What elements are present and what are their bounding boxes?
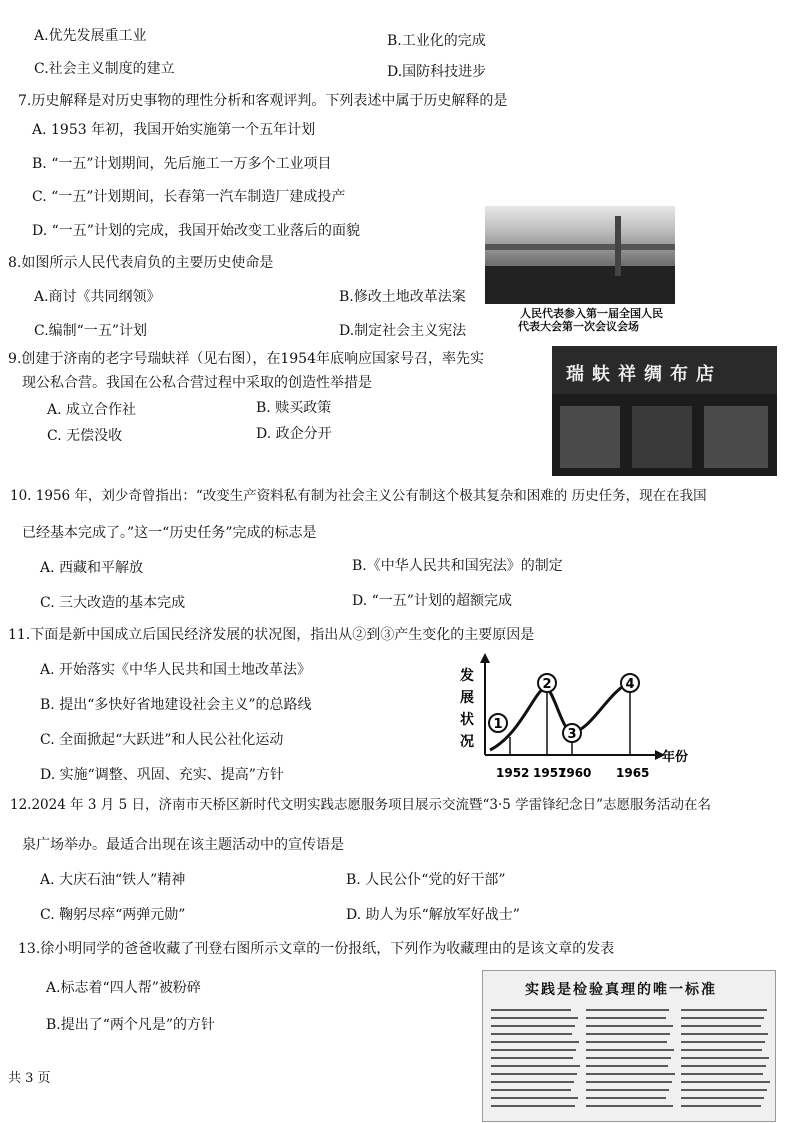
newspaper-text-line xyxy=(586,1081,672,1083)
q10-stem-line2: 已经基本完成了。”这一“历史任务”完成的标志是 xyxy=(22,525,317,541)
newspaper-text-line xyxy=(681,1073,763,1075)
trend-curve xyxy=(490,682,630,750)
newspaper-text-line xyxy=(681,1009,767,1011)
q12-stem-line1: 12.2024 年 3 月 5 日，济南市天桥区新时代文明实践志愿服务项目展示交流暨“3·5 学雷锋纪念日”志愿服务活动在名 xyxy=(10,797,712,813)
q9-option-d: D. 政企分开 xyxy=(256,426,332,442)
q10-option-d: D. “一五”计划的超额完成 xyxy=(352,593,512,609)
newspaper-text-line xyxy=(681,1041,765,1043)
newspaper-text-line xyxy=(681,1097,764,1099)
q10-stem-line1: 10. 1956 年，刘少奇曾指出：“改变生产资料私有制为社会主义公有制这个极其复杂和困难的 历史任务，现在在我国 xyxy=(10,488,707,504)
q9-option-b: B. 赎买政策 xyxy=(256,400,332,416)
newspaper-text-line xyxy=(491,1073,577,1075)
newspaper-text-line xyxy=(586,1025,673,1027)
q13-option-a: A.标志着“四人帮”被粉碎 xyxy=(46,980,201,996)
newspaper-text-line xyxy=(681,1049,762,1051)
newspaper-text-line xyxy=(491,1081,574,1083)
newspaper-text-line xyxy=(586,1073,675,1075)
q10-option-a: A. 西藏和平解放 xyxy=(40,560,144,576)
q13-option-b: B.提出了“两个凡是”的方针 xyxy=(46,1017,216,1033)
q7-option-a: A. 1953 年初，我国开始实施第一个五年计划 xyxy=(32,122,316,138)
x-axis-label: 年份 xyxy=(662,750,689,765)
q11-stem: 11.下面是新中国成立后国民经济发展的状况图，指出从②到③产生变化的主要原因是 xyxy=(8,627,535,643)
page-count: 共 3 页 xyxy=(8,1071,51,1086)
newspaper-text-line xyxy=(491,1033,572,1035)
newspaper-text-line xyxy=(586,1089,669,1091)
newspaper-text-line xyxy=(681,1057,769,1059)
q7-option-d: D. “一五”计划的完成，我国开始改变工业落后的面貌 xyxy=(32,223,360,239)
x-tick-label: 1952 xyxy=(496,766,530,780)
newspaper-text-line xyxy=(491,1041,579,1043)
q13-stem: 13.徐小明同学的爸爸收藏了刊登右图所示文章的一份报纸，下列作为收藏理由的是该文章的发表 xyxy=(18,941,615,957)
x-tick-label: 1957 xyxy=(533,766,567,780)
q7-option-c: C. “一五”计划期间，长春第一汽车制造厂建成投产 xyxy=(32,189,346,205)
newspaper-text-line xyxy=(586,1057,671,1059)
q8-option-c: C.编制“一五”计划 xyxy=(34,323,147,339)
newspaper-text-line xyxy=(491,1065,580,1067)
q6-option-d: D.国防科技进步 xyxy=(387,64,487,80)
x-tick-label: 1965 xyxy=(616,766,650,780)
shop-sign: 瑞蚨祥绸布店 xyxy=(566,364,722,385)
newspaper-text-line xyxy=(586,1105,673,1107)
q12-option-a: A. 大庆石油“铁人”精神 xyxy=(40,872,186,888)
y-axis-label-char: 展 xyxy=(460,690,474,706)
newspaper-text-line xyxy=(681,1089,767,1091)
newspaper-text-line xyxy=(491,1017,578,1019)
point-label: 1 xyxy=(493,717,503,732)
newspaper-text-line xyxy=(681,1033,768,1035)
newspaper-text-line xyxy=(491,1057,573,1059)
y-axis-label xyxy=(459,667,474,750)
newspaper-text-line xyxy=(586,1049,674,1051)
photo-caption-line1: 人民代表参入第一届全国人民 xyxy=(520,307,663,320)
q12-stem-line2: 泉广场举办。最适合出现在该主题活动中的宣传语是 xyxy=(22,837,344,853)
q6-option-b: B.工业化的完成 xyxy=(387,33,486,49)
point-label: 3 xyxy=(567,727,577,742)
congress-hall-photo xyxy=(485,206,675,304)
newspaper-text-line xyxy=(681,1017,764,1019)
point-label: 4 xyxy=(625,677,635,692)
q12-option-c: C. 鞠躬尽瘁“两弹元勋” xyxy=(40,907,186,923)
newspaper-clipping xyxy=(482,970,776,1122)
x-tick-label: 1960 xyxy=(558,766,592,780)
y-axis-label-char: 发 xyxy=(460,668,474,684)
photo-caption-line2: 代表大会第一次会议会场 xyxy=(518,320,639,333)
newspaper-text-line xyxy=(491,1105,575,1107)
y-axis-arrow xyxy=(480,653,490,663)
economy-development-chart xyxy=(440,650,700,785)
q11-option-d: D. 实施“调整、巩固、充实、提高”方针 xyxy=(40,767,284,783)
y-axis-label-char: 况 xyxy=(460,734,474,750)
q9-option-a: A. 成立合作社 xyxy=(47,402,137,418)
q7-stem: 7.历史解释是对历史事物的理性分析和客观评判。下列表述中属于历史解释的是 xyxy=(18,93,508,109)
newspaper-text-line xyxy=(586,1041,667,1043)
q8-stem: 8.如图所示人民代表肩负的主要历史使命是 xyxy=(8,255,274,271)
newspaper-text-line xyxy=(681,1065,766,1067)
q10-option-b: B.《中华人民共和国宪法》的制定 xyxy=(352,558,563,574)
ruifuxiang-storefront-photo xyxy=(552,346,777,476)
q8-option-b: B.修改土地改革法案 xyxy=(339,289,466,305)
q9-stem-line2: 现公私合营。我国在公私合营过程中采取的创造性举措是 xyxy=(22,375,372,391)
newspaper-text-line xyxy=(491,1049,576,1051)
newspaper-text-line xyxy=(586,1009,669,1011)
newspaper-text-line xyxy=(491,1009,571,1011)
q10-option-c: C. 三大改造的基本完成 xyxy=(40,595,186,611)
q11-option-a: A. 开始落实《中华人民共和国土地改革法》 xyxy=(40,662,312,678)
q9-stem-line1: 9.创建于济南的老字号瑞蚨祥（见右图），在1954年底响应国家号召，率先实 xyxy=(8,351,484,367)
newspaper-text-line xyxy=(491,1097,578,1099)
q8-option-d: D.制定社会主义宪法 xyxy=(339,323,467,339)
newspaper-text-line xyxy=(586,1033,670,1035)
newspaper-text-line xyxy=(586,1097,666,1099)
newspaper-text-line xyxy=(491,1025,575,1027)
q9-option-c: C. 无偿没收 xyxy=(47,428,123,444)
y-axis-label-char: 状 xyxy=(460,712,474,728)
q6-option-a: A.优先发展重工业 xyxy=(34,28,147,44)
newspaper-text-line xyxy=(681,1025,761,1027)
q8-option-a: A.商讨《共同纲领》 xyxy=(34,289,161,305)
q11-option-b: B. 提出“多快好省地建设社会主义”的总路线 xyxy=(40,697,312,713)
newspaper-text-line xyxy=(491,1089,571,1091)
q12-option-d: D. 助人为乐“解放军好战士” xyxy=(346,907,520,923)
q12-option-b: B. 人民公仆“党的好干部” xyxy=(346,872,506,888)
newspaper-text-line xyxy=(681,1081,770,1083)
q11-option-c: C. 全面掀起“大跃进”和人民公社化运动 xyxy=(40,732,284,748)
q7-option-b: B. “一五”计划期间，先后施工一万多个工业项目 xyxy=(32,156,332,172)
newspaper-text-line xyxy=(586,1017,666,1019)
q6-option-c: C.社会主义制度的建立 xyxy=(34,61,175,77)
newspaper-headline: 实践是检验真理的唯一标准 xyxy=(525,982,717,998)
newspaper-text-line xyxy=(586,1065,668,1067)
point-label: 2 xyxy=(542,677,552,692)
newspaper-text-line xyxy=(681,1105,761,1107)
